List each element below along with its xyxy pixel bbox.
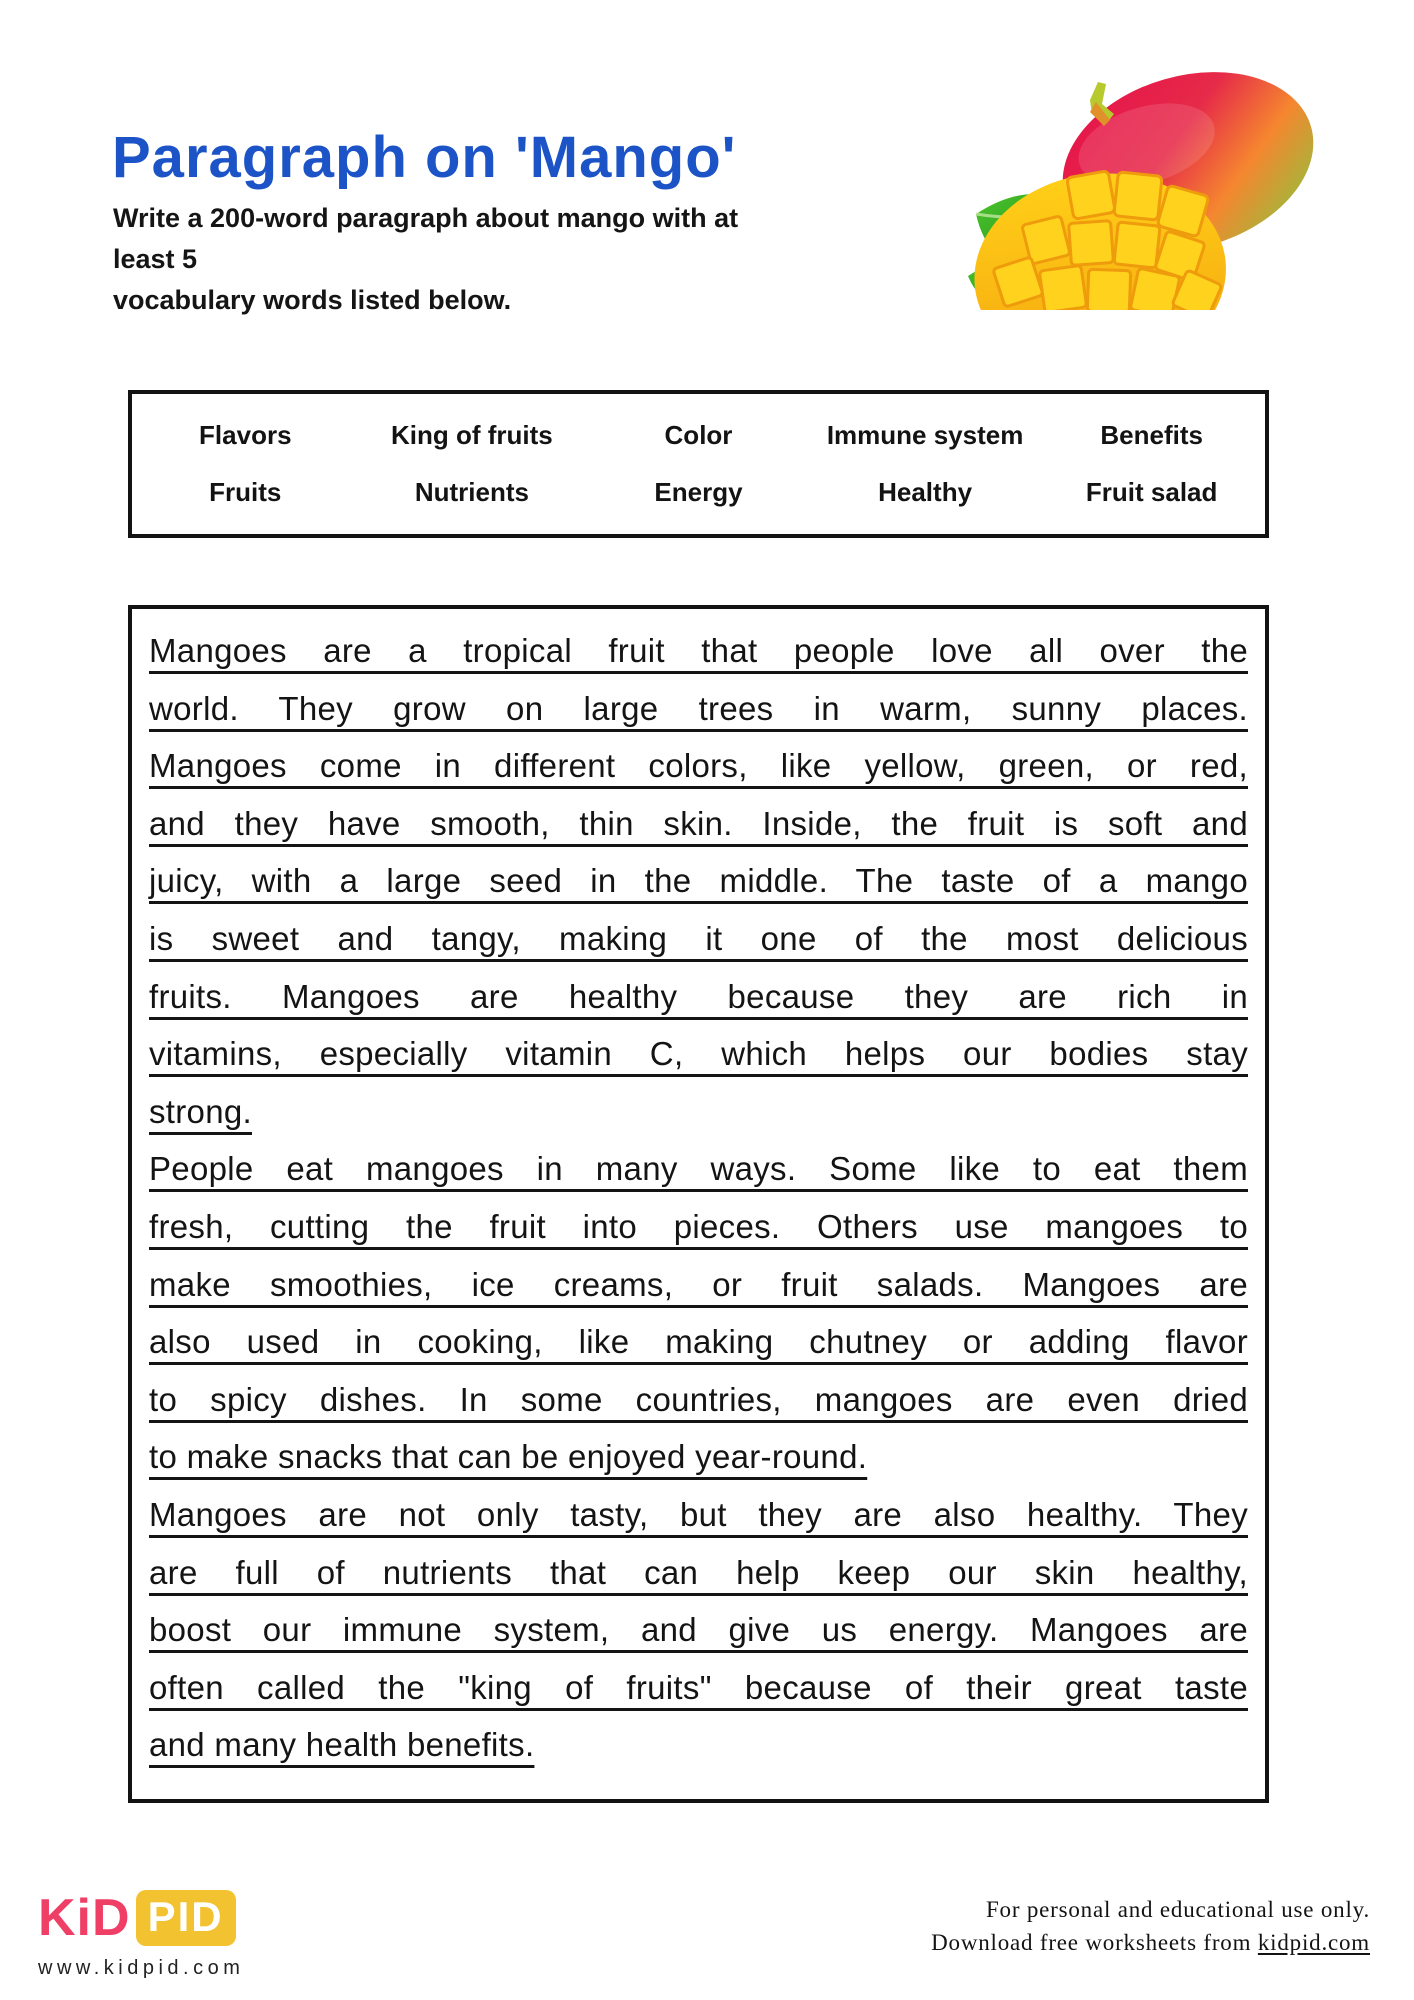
usage-note-line-1: For personal and educational use only. <box>985 1897 1370 1922</box>
paragraph-line: are full of nutrients that can help keep our skin healthy, <box>149 1553 1248 1591</box>
paragraph-line: fresh, cutting the fruit into pieces. Others use mangoes to <box>149 1207 1248 1245</box>
kidpid-logo-row <box>38 1888 244 1948</box>
vocabulary-word: Immune system <box>826 420 1024 450</box>
paragraph-line: juicy, with a large seed in the middle. The taste of a mango <box>149 862 1248 900</box>
paragraph-line: Mangoes come in different colors, like yellow, green, or red, <box>149 747 1248 785</box>
paragraph-line: strong. <box>149 1092 252 1130</box>
paragraph-line: Mangoes are not only tasty, but they are also healthy. They <box>149 1495 1248 1533</box>
paragraph-line: world. They grow on large trees in warm, sunny places. <box>149 689 1248 727</box>
paragraph-line: also used in cooking, like making chutney or adding flavor <box>149 1323 1248 1361</box>
usage-note-line-2 <box>931 1926 1370 1959</box>
paragraph-line: and many health benefits. <box>149 1726 535 1764</box>
vocabulary-word: Fruit salad <box>1085 477 1218 507</box>
website-url: www.kidpid.com <box>38 1957 245 1979</box>
usage-note-line-2-text: Download free worksheets from <box>931 1930 1258 1955</box>
paragraph-line: boost our immune system, and give us energy. Mangoes are <box>149 1611 1248 1649</box>
kidpid-link[interactable]: kidpid.com <box>1257 1930 1370 1955</box>
logo-kid-text: KiD <box>38 1889 131 1947</box>
paragraph-line: fruits. Mangoes are healthy because they are rich in <box>149 977 1248 1015</box>
usage-note <box>931 1893 1370 1959</box>
paragraph-box <box>128 605 1269 1803</box>
vocabulary-word: Fruits <box>209 477 282 507</box>
instructions-text <box>113 198 773 321</box>
paragraph-line: is sweet and tangy, making it one of the most delicious <box>149 919 1248 957</box>
vocabulary-word: Energy <box>654 477 743 507</box>
vocabulary-word: King of fruits <box>391 420 553 450</box>
paragraph-line: Mangoes are a tropical fruit that people love all over the <box>149 632 1248 669</box>
kidpid-logo <box>38 1888 244 1980</box>
vocabulary-box <box>128 390 1269 538</box>
paragraph-line: to make snacks that can be enjoyed year-round. <box>149 1438 868 1476</box>
paragraph-line: People eat mangoes in many ways. Some like to eat them <box>149 1150 1248 1188</box>
instructions-line-1: Write a 200-word paragraph about mango with at least 5 <box>113 203 739 274</box>
vocabulary-word: Nutrients <box>414 477 529 507</box>
vocabulary-word: Healthy <box>878 477 973 507</box>
paragraph-line: often called the "king of fruits" because of their great taste <box>149 1668 1248 1706</box>
vocabulary-row-2 <box>132 477 1265 508</box>
paragraph-line: and they have smooth, thin skin. Inside, the fruit is soft and <box>149 804 1248 842</box>
vocabulary-row-1 <box>132 420 1265 451</box>
vocabulary-word: Benefits <box>1100 420 1203 450</box>
mango-image <box>958 62 1340 310</box>
vocabulary-word: Flavors <box>199 420 292 450</box>
mango-illustration-svg <box>958 62 1340 310</box>
paragraph-line: to spicy dishes. In some countries, mangoes are even dried <box>149 1380 1248 1418</box>
logo-pid-badge: PID <box>136 1890 236 1946</box>
instructions-line-2: vocabulary words listed below. <box>113 285 512 315</box>
paragraph-line: make smoothies, ice creams, or fruit salads. Mangoes are <box>149 1265 1248 1303</box>
page-title: Paragraph on 'Mango' <box>112 125 737 190</box>
paragraph-line: vitamins, especially vitamin C, which helps our bodies stay <box>149 1035 1248 1073</box>
vocabulary-word: Color <box>664 420 733 450</box>
